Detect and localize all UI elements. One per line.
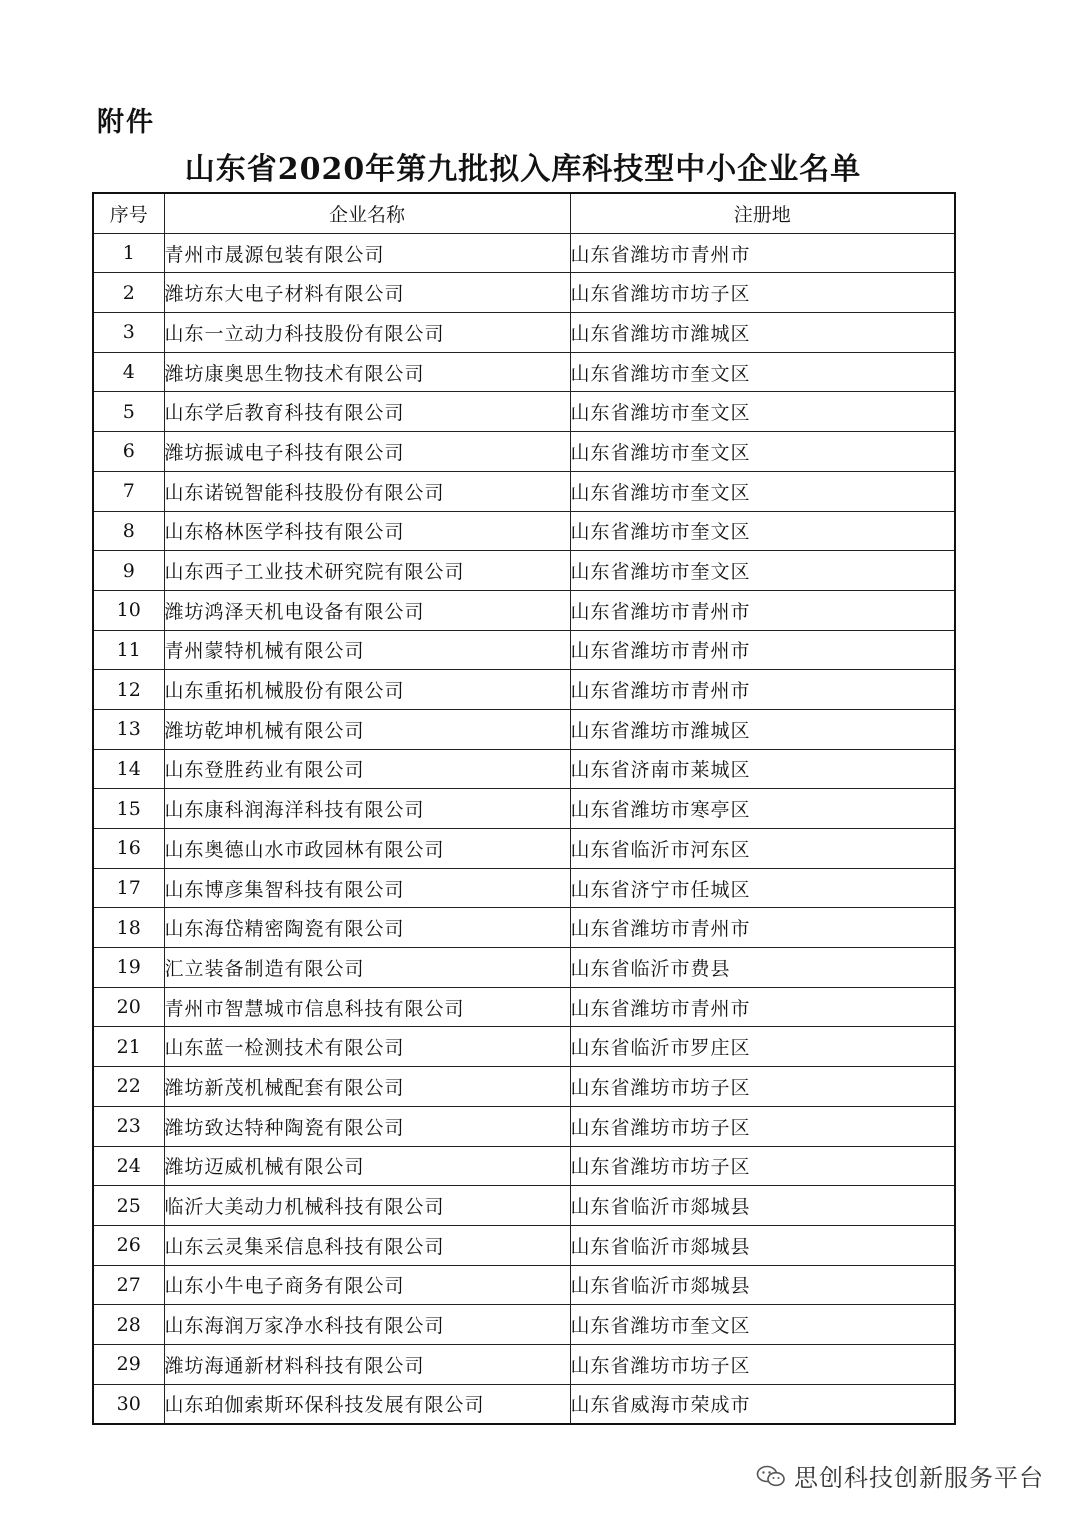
registered-location: 山东省济南市莱城区 (570, 749, 955, 789)
row-index: 28 (93, 1305, 164, 1345)
company-name: 汇立装备制造有限公司 (164, 948, 570, 988)
company-name: 山东海岱精密陶瓷有限公司 (164, 908, 570, 948)
registered-location: 山东省潍坊市青州市 (570, 233, 955, 273)
row-index: 11 (93, 630, 164, 670)
row-index: 17 (93, 868, 164, 908)
row-index: 16 (93, 829, 164, 869)
registered-location: 山东省潍坊市坊子区 (570, 1146, 955, 1186)
table-row (93, 987, 955, 1027)
table-row (93, 868, 955, 908)
table-row (93, 1225, 955, 1265)
company-table (92, 192, 956, 1425)
table-row (93, 1186, 955, 1226)
row-index: 4 (93, 352, 164, 392)
row-index: 5 (93, 392, 164, 432)
registered-location: 山东省潍坊市奎文区 (570, 432, 955, 472)
registered-location: 山东省潍坊市坊子区 (570, 273, 955, 313)
page-title: 山东省2020年第九批拟入库科技型中小企业名单 (184, 152, 862, 187)
row-index: 26 (93, 1225, 164, 1265)
company-name: 山东诺锐智能科技股份有限公司 (164, 471, 570, 511)
table-row (93, 1146, 955, 1186)
row-index: 10 (93, 590, 164, 630)
registered-location: 山东省潍坊市青州市 (570, 630, 955, 670)
header-index: 序号 (93, 193, 164, 233)
company-name: 山东云灵集采信息科技有限公司 (164, 1225, 570, 1265)
table-row (93, 630, 955, 670)
table-row (93, 1344, 955, 1384)
company-name: 潍坊海通新材料科技有限公司 (164, 1344, 570, 1384)
registered-location: 山东省潍坊市潍城区 (570, 709, 955, 749)
table-row (93, 590, 955, 630)
table-row (93, 432, 955, 472)
row-index: 30 (93, 1384, 164, 1424)
row-index: 7 (93, 471, 164, 511)
registered-location: 山东省潍坊市奎文区 (570, 1305, 955, 1345)
attachment-label: 附件 (97, 107, 155, 138)
registered-location: 山东省潍坊市奎文区 (570, 551, 955, 591)
registered-location: 山东省潍坊市潍城区 (570, 313, 955, 353)
row-index: 20 (93, 987, 164, 1027)
company-name: 潍坊康奥思生物技术有限公司 (164, 352, 570, 392)
company-name: 山东格林医学科技有限公司 (164, 511, 570, 551)
company-name: 山东海润万家净水科技有限公司 (164, 1305, 570, 1345)
company-name: 潍坊迈威机械有限公司 (164, 1146, 570, 1186)
company-name: 山东康科润海洋科技有限公司 (164, 789, 570, 829)
company-name: 山东重拓机械股份有限公司 (164, 670, 570, 710)
row-index: 25 (93, 1186, 164, 1226)
row-index: 12 (93, 670, 164, 710)
row-index: 22 (93, 1067, 164, 1107)
company-name: 潍坊鸿泽天机电设备有限公司 (164, 590, 570, 630)
table-row (93, 352, 955, 392)
row-index: 1 (93, 233, 164, 273)
company-name: 青州市智慧城市信息科技有限公司 (164, 987, 570, 1027)
table-row (93, 1027, 955, 1067)
company-name: 临沂大美动力机械科技有限公司 (164, 1186, 570, 1226)
company-name: 山东奥德山水市政园林有限公司 (164, 829, 570, 869)
table-row (93, 551, 955, 591)
row-index: 14 (93, 749, 164, 789)
company-name: 潍坊乾坤机械有限公司 (164, 709, 570, 749)
company-name: 青州市晟源包装有限公司 (164, 233, 570, 273)
company-name: 潍坊致达特种陶瓷有限公司 (164, 1106, 570, 1146)
table-row (93, 908, 955, 948)
company-name: 山东西子工业技术研究院有限公司 (164, 551, 570, 591)
company-name: 山东珀伽索斯环保科技发展有限公司 (164, 1384, 570, 1424)
table-row (93, 948, 955, 988)
table-row (93, 1305, 955, 1345)
row-index: 3 (93, 313, 164, 353)
company-name: 潍坊东大电子材料有限公司 (164, 273, 570, 313)
table-row (93, 392, 955, 432)
table-row (93, 273, 955, 313)
registered-location: 山东省临沂市郯城县 (570, 1225, 955, 1265)
row-index: 27 (93, 1265, 164, 1305)
registered-location: 山东省潍坊市青州市 (570, 590, 955, 630)
registered-location: 山东省潍坊市青州市 (570, 908, 955, 948)
company-name: 青州蒙特机械有限公司 (164, 630, 570, 670)
row-index: 23 (93, 1106, 164, 1146)
wechat-icon (756, 1464, 786, 1488)
registered-location: 山东省潍坊市青州市 (570, 987, 955, 1027)
registered-location: 山东省济宁市任城区 (570, 868, 955, 908)
row-index: 2 (93, 273, 164, 313)
table-row (93, 1265, 955, 1305)
registered-location: 山东省潍坊市坊子区 (570, 1106, 955, 1146)
table-row (93, 1384, 955, 1424)
table-row (93, 1106, 955, 1146)
table-row (93, 1067, 955, 1107)
table-header-row (93, 193, 955, 233)
registered-location: 山东省临沂市郯城县 (570, 1265, 955, 1305)
row-index: 19 (93, 948, 164, 988)
row-index: 24 (93, 1146, 164, 1186)
company-name: 山东学后教育科技有限公司 (164, 392, 570, 432)
table-row (93, 313, 955, 353)
row-index: 29 (93, 1344, 164, 1384)
company-name: 山东小牛电子商务有限公司 (164, 1265, 570, 1305)
table-row (93, 471, 955, 511)
row-index: 18 (93, 908, 164, 948)
row-index: 8 (93, 511, 164, 551)
registered-location: 山东省潍坊市青州市 (570, 670, 955, 710)
registered-location: 山东省潍坊市奎文区 (570, 511, 955, 551)
row-index: 21 (93, 1027, 164, 1067)
registered-location: 山东省潍坊市奎文区 (570, 352, 955, 392)
registered-location: 山东省临沂市罗庄区 (570, 1027, 955, 1067)
row-index: 9 (93, 551, 164, 591)
table-row (93, 749, 955, 789)
table-row (93, 709, 955, 749)
table-row (93, 233, 955, 273)
header-company-name: 企业名称 (164, 193, 570, 233)
watermark-text: 思创科技创新服务平台 (794, 1464, 1044, 1492)
company-name: 山东蓝一检测技术有限公司 (164, 1027, 570, 1067)
registered-location: 山东省临沂市郯城县 (570, 1186, 955, 1226)
company-name: 山东登胜药业有限公司 (164, 749, 570, 789)
registered-location: 山东省临沂市费县 (570, 948, 955, 988)
table-row (93, 829, 955, 869)
table-row (93, 670, 955, 710)
registered-location: 山东省威海市荣成市 (570, 1384, 955, 1424)
registered-location: 山东省潍坊市奎文区 (570, 392, 955, 432)
row-index: 15 (93, 789, 164, 829)
company-name: 山东一立动力科技股份有限公司 (164, 313, 570, 353)
header-location: 注册地 (570, 193, 955, 233)
company-name: 潍坊振诚电子科技有限公司 (164, 432, 570, 472)
company-name: 潍坊新茂机械配套有限公司 (164, 1067, 570, 1107)
company-name: 山东博彦集智科技有限公司 (164, 868, 570, 908)
watermark (756, 1458, 1044, 1493)
table-row (93, 789, 955, 829)
registered-location: 山东省临沂市河东区 (570, 829, 955, 869)
registered-location: 山东省潍坊市奎文区 (570, 471, 955, 511)
row-index: 6 (93, 432, 164, 472)
registered-location: 山东省潍坊市寒亭区 (570, 789, 955, 829)
registered-location: 山东省潍坊市坊子区 (570, 1344, 955, 1384)
registered-location: 山东省潍坊市坊子区 (570, 1067, 955, 1107)
row-index: 13 (93, 709, 164, 749)
table-row (93, 511, 955, 551)
